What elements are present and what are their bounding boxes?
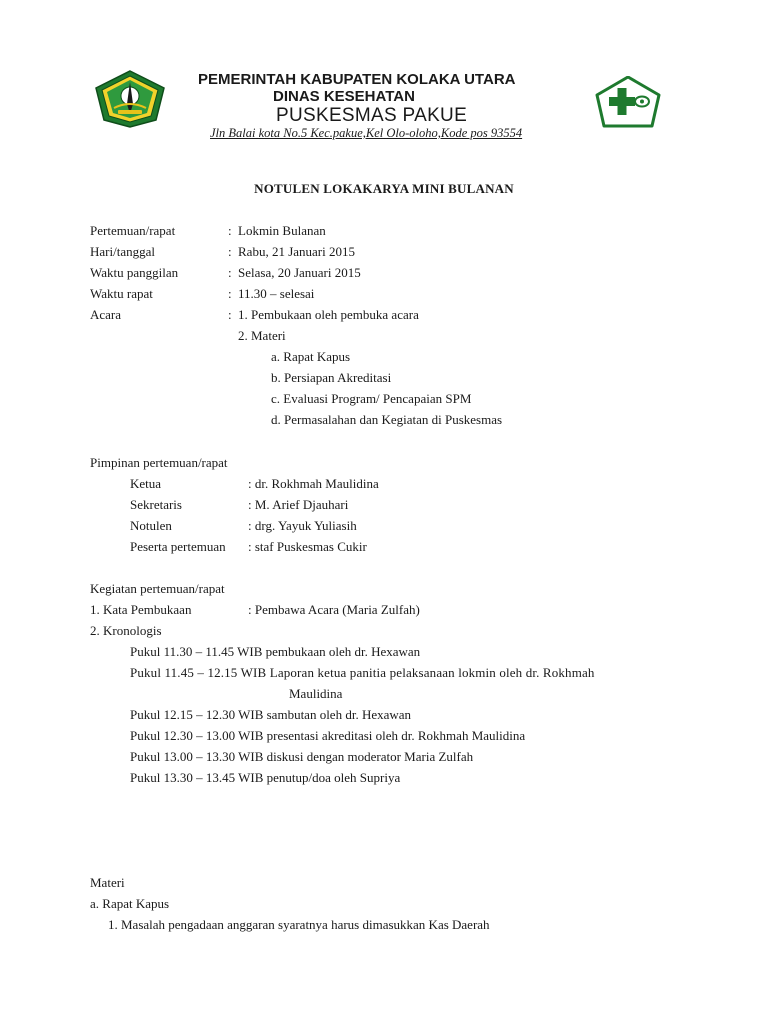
meta-colon: : [228, 307, 232, 322]
materials-subheading: a. Rapat Kapus [90, 896, 170, 911]
role-label: Sekretaris [130, 497, 182, 512]
meta-value: 1. Pembukaan oleh pembuka acara [238, 307, 419, 322]
materials-item: 1. Masalah pengadaan anggaran syaratnya harus dimasukkan Kas Daerah [108, 917, 490, 932]
meta-colon: : [228, 265, 232, 280]
acara-subitem: d. Permasalahan dan Kegiatan di Puskesmas [271, 412, 503, 427]
chronology-item: Pukul 11.45 – 12.15 WIB Laporan ketua panitia pelaksanaan lokmin oleh dr. Rokhmah [130, 665, 595, 680]
meta-colon: : [228, 244, 232, 259]
section-heading: Materi [90, 875, 125, 890]
acara-item: 2. Materi [238, 328, 286, 343]
meta-colon: : [228, 223, 232, 238]
activity-label: 2. Kronologis [90, 623, 162, 638]
acara-subitem: c. Evaluasi Program/ Pencapaian SPM [271, 391, 472, 406]
activity-value: : Pembawa Acara (Maria Zulfah) [248, 602, 420, 617]
meta-value: Rabu, 21 Januari 2015 [238, 244, 355, 259]
chronology-item: Pukul 12.15 – 12.30 WIB sambutan oleh dr. Hexawan [130, 707, 412, 722]
meta-label: Hari/tanggal [90, 244, 155, 259]
meta-label: Waktu rapat [90, 286, 153, 301]
section-heading: Pimpinan pertemuan/rapat [90, 455, 228, 470]
role-value: : dr. Rokhmah Maulidina [248, 476, 379, 491]
meta-colon: : [228, 286, 232, 301]
role-value: : M. Arief Djauhari [248, 497, 349, 512]
meta-label: Acara [90, 307, 122, 322]
activity-label: 1. Kata Pembukaan [90, 602, 192, 617]
header-department: DINAS KESEHATAN [273, 88, 415, 105]
meta-value: Lokmin Bulanan [238, 223, 326, 238]
kolaka-utara-emblem-icon [94, 70, 166, 128]
role-value: : drg. Yayuk Yuliasih [248, 518, 357, 533]
chronology-item: Pukul 13.00 – 13.30 WIB diskusi dengan moderator Maria Zulfah [130, 749, 474, 764]
meta-label: Waktu panggilan [90, 265, 179, 280]
header-address: Jln Balai kota No.5 Kec.pakue,Kel Olo-oloho,Kode pos 93554 [210, 126, 523, 140]
meta-value: Selasa, 20 Januari 2015 [238, 265, 361, 280]
chronology-item: Pukul 13.30 – 13.45 WIB penutup/doa oleh Supriya [130, 770, 401, 785]
meta-label: Pertemuan/rapat [90, 223, 176, 238]
header-government: PEMERINTAH KABUPATEN KOLAKA UTARA [198, 71, 516, 88]
role-label: Ketua [130, 476, 162, 491]
document-title: NOTULEN LOKAKARYA MINI BULANAN [254, 181, 514, 196]
role-value: : staf Puskesmas Cukir [248, 539, 367, 554]
header-puskesmas: PUSKESMAS PAKUE [276, 105, 468, 126]
chronology-item: Pukul 11.30 – 11.45 WIB pembukaan oleh dr. Hexawan [130, 644, 421, 659]
chronology-item-continuation: Maulidina [289, 686, 343, 701]
acara-subitem: b. Persiapan Akreditasi [271, 370, 392, 385]
puskesmas-cross-icon [595, 76, 661, 130]
section-heading: Kegiatan pertemuan/rapat [90, 581, 225, 596]
role-label: Peserta pertemuan [130, 539, 226, 554]
meta-value: 11.30 – selesai [238, 286, 315, 301]
chronology-item: Pukul 12.30 – 13.00 WIB presentasi akreditasi oleh dr. Rokhmah Maulidina [130, 728, 526, 743]
role-label: Notulen [130, 518, 172, 533]
acara-subitem: a. Rapat Kapus [271, 349, 351, 364]
